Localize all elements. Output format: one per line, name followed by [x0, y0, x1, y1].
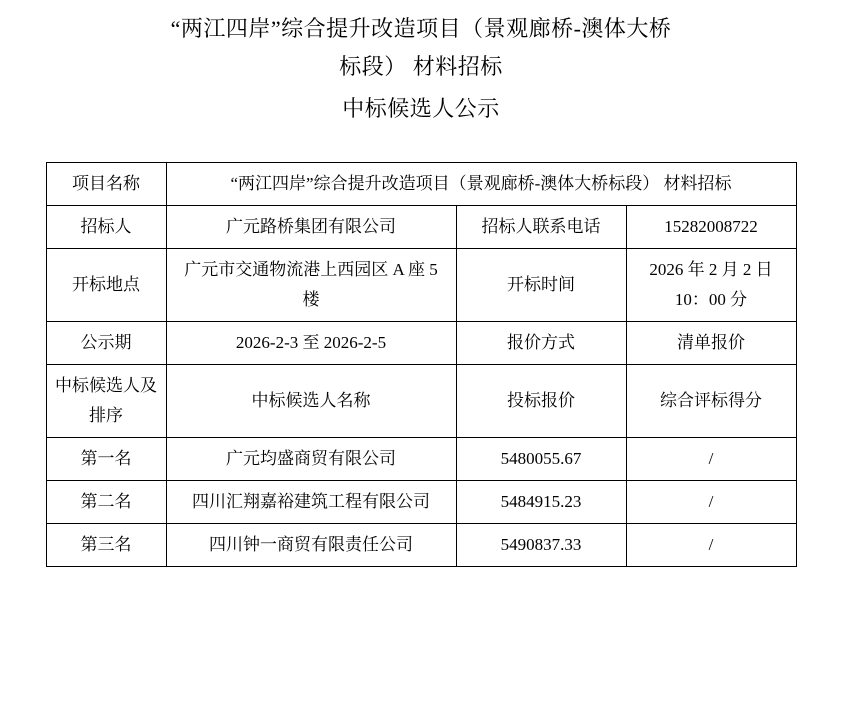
candidate-price: 5484915.23 [456, 481, 626, 524]
publicity-period-label: 公示期 [46, 322, 166, 365]
candidate-name: 四川汇翔嘉裕建筑工程有限公司 [166, 481, 456, 524]
page-title-line-2: 标段） 材料招标 [339, 54, 503, 79]
candidate-score: / [626, 481, 796, 524]
bid-open-place-value: 广元市交通物流港上西园区 A 座 5 楼 [166, 249, 456, 322]
table-row-project-name [46, 163, 796, 206]
project-name-value: “两江四岸”综合提升改造项目（景观廊桥-澳体大桥标段） 材料招标 [166, 163, 796, 206]
score-label: 综合评标得分 [626, 365, 796, 438]
candidate-score: / [626, 438, 796, 481]
bid-price-label: 投标报价 [456, 365, 626, 438]
table-row [46, 524, 796, 567]
candidate-price: 5480055.67 [456, 438, 626, 481]
bid-open-place-label: 开标地点 [46, 249, 166, 322]
candidate-score: / [626, 524, 796, 567]
tenderer-label: 招标人 [46, 206, 166, 249]
bid-open-time-value: 2026 年 2 月 2 日 10：00 分 [626, 249, 796, 322]
quote-method-value: 清单报价 [626, 322, 796, 365]
candidate-rank-label: 中标候选人及排序 [46, 365, 166, 438]
publicity-period-value: 2026-2-3 至 2026-2-5 [166, 322, 456, 365]
candidate-price: 5490837.33 [456, 524, 626, 567]
tenderer-phone-label: 招标人联系电话 [456, 206, 626, 249]
candidate-name-label: 中标候选人名称 [166, 365, 456, 438]
project-name-label: 项目名称 [46, 163, 166, 206]
table-row-bid-open [46, 249, 796, 322]
candidate-rank: 第三名 [46, 524, 166, 567]
table-row-tenderer [46, 206, 796, 249]
table-row [46, 438, 796, 481]
tenderer-phone-value: 15282008722 [626, 206, 796, 249]
bid-result-table [46, 162, 797, 567]
page-title-line-1: “两江四岸”综合提升改造项目（景观廊桥-澳体大桥 [170, 16, 672, 41]
table-row-candidate-header [46, 365, 796, 438]
page-title [0, 0, 842, 128]
table-row [46, 481, 796, 524]
candidate-name: 广元均盛商贸有限公司 [166, 438, 456, 481]
candidate-name: 四川钟一商贸有限责任公司 [166, 524, 456, 567]
table-row-publicity [46, 322, 796, 365]
page-title-line-3: 中标候选人公示 [342, 96, 500, 121]
candidate-rank: 第一名 [46, 438, 166, 481]
quote-method-label: 报价方式 [456, 322, 626, 365]
candidate-rank: 第二名 [46, 481, 166, 524]
tenderer-value: 广元路桥集团有限公司 [166, 206, 456, 249]
bid-open-time-label: 开标时间 [456, 249, 626, 322]
